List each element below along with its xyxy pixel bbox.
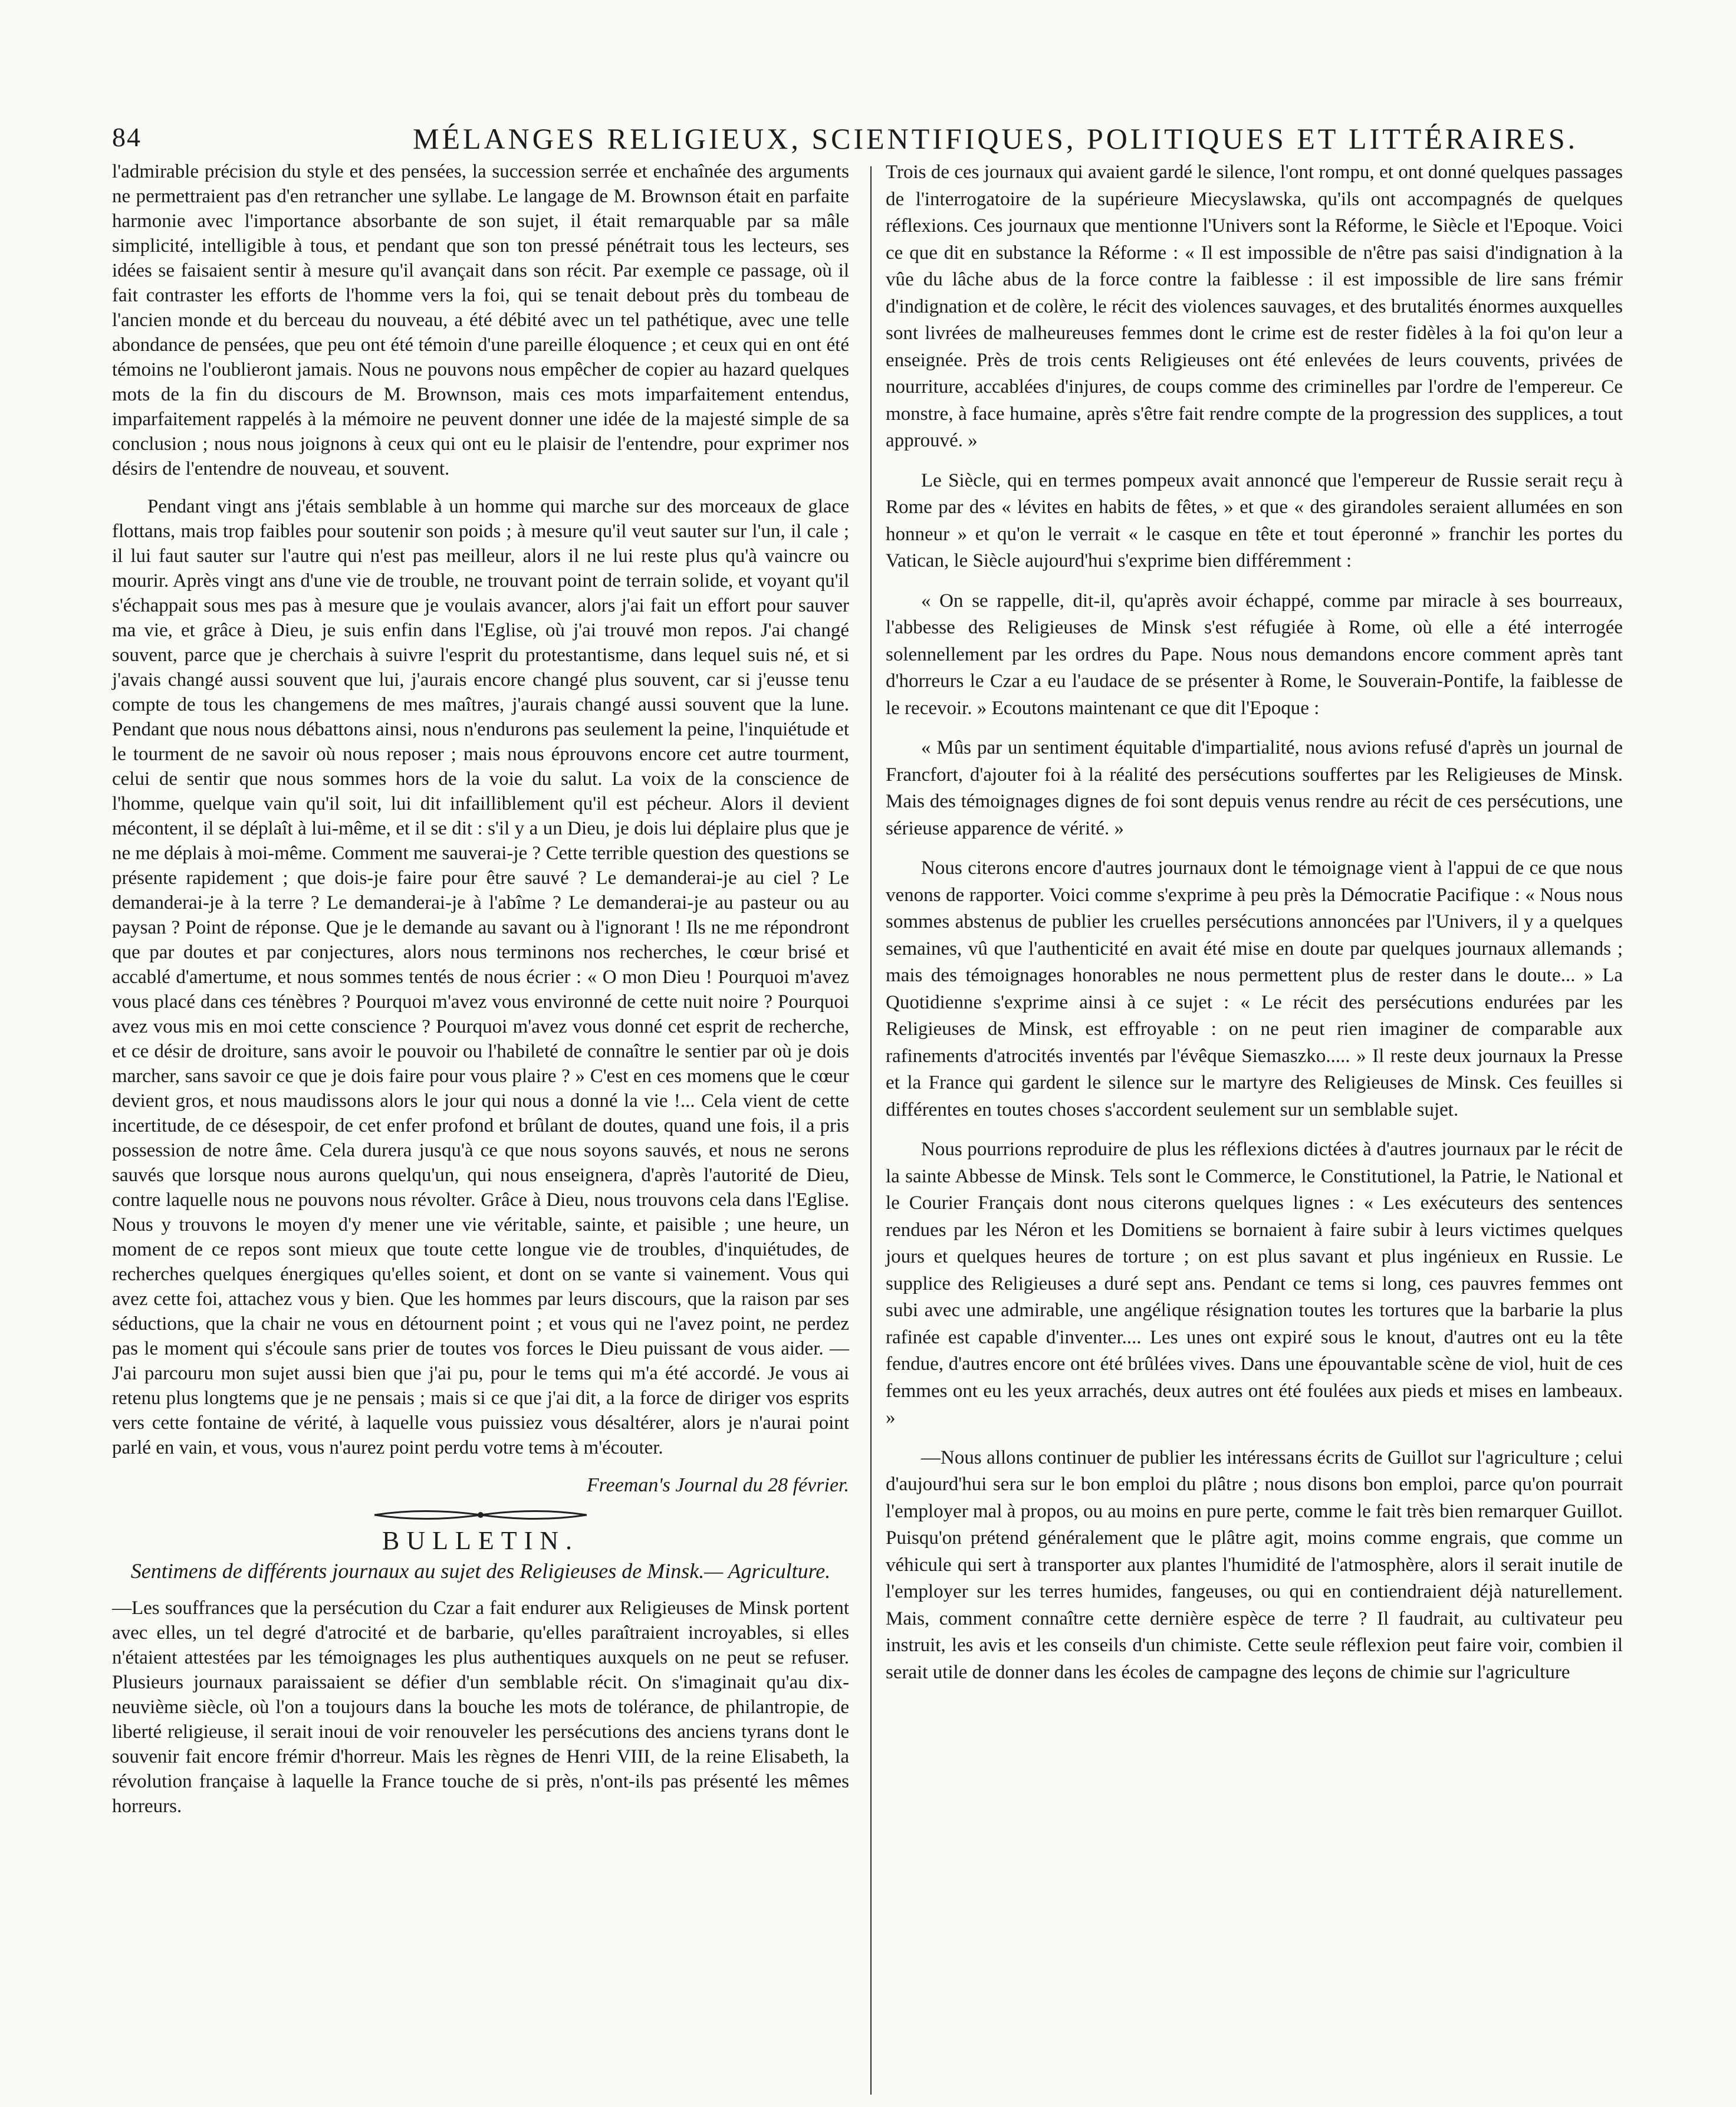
article-paragraph: « On se rappelle, dit-il, qu'après avoir échappé, comme par miracle à ses bourreaux, l'abbesse des Religieuses de Minsk s'est réfugiée à Rome, où elle a été interrogée solennellement par les ordres du Pape. Nous nous demandons encore comment après tant d'horreurs le Czar a eu l'audace de se présenter à Rome, le Souverain-Pontife, la faiblesse de le recevoir. » Ecoutons maintenant ce que dit l'Epoque : [886,590,1623,719]
right-column [886,159,1623,1699]
ornament-divider [369,1506,593,1524]
article-paragraph: —Nous allons continuer de publier les intéressans écrits de Guillot sur l'agriculture ; celui d'aujourd'hui sera sur le bon emploi du plâtre ; nous disons bon emploi, parce qu'on pourrait l'employer mal à propos, ou au moins en pure perte, comme le fait très bien remarquer Guillot. Puisqu'on prétend généralement que le plâtre agit, moins comme engrais, que comme un véhicule qui sert à transporter aux plantes l'humidité de l'atmosphère, alors il serait inutile de l'employer sur les terres humides, fangeuses, ou qui en contiendraient déjà naturellement. Mais, comment connaître cette dernière espèce de terre ? Il faudrait, au cultivateur peu instruit, les avis et les conseils d'un chimiste. Cette seule réflexion peut faire voir, combien il serait utile de donner dans les écoles de campagne des leçons de chimie sur l'agriculture [886,1447,1623,1683]
article-paragraph: Nous citerons encore d'autres journaux dont le témoignage vient à l'appui de ce que nous venons de rapporter. Voici comme s'exprime à peu près la Démocratie Pacifique : « Nous nous sommes abstenus de publier les cruelles persécutions annoncées par l'Univers, il y a quelques semaines, vû que l'authenticité en avait été mise en doute par quelques journaux allemands ; mais des témoignages honorables ne nous permettent plus de rester dans le doute... » La Quotidienne s'exprime ainsi à ce sujet : « Le récit des persécutions endurées par les Religieuses de Minsk, est effroyable : on ne peut rien imaginer de comparable aux rafinements d'atrocités inventés par l'évêque Siemaszko..... » Il reste deux journaux la Presse et la France qui gardent le silence sur le martyre des Religieuses de Minsk. Ces feuilles si différentes en toutes choses s'accordent seulement sur un semblable sujet. [886,857,1623,1120]
source-signature: Freeman's Journal du 28 février. [586,1474,849,1496]
bulletin-subtitle: Sentimens de différents journaux au sujet des Religieuses de Minsk.— Agriculture. [130,1559,831,1583]
article-paragraph: Trois de ces journaux qui avaient gardé le silence, l'ont rompu, et ont donné quelques passages de l'interrogatoire de la supérieure Miecyslawska, qu'ils ont accompagnés de quelques réflexions. Ces journaux que mentionne l'Univers sont la Réforme, le Siècle et l'Epoque. Voici ce que dit en substance la Réforme : « Il est impossible de n'être pas saisi d'indignation à la vûe du lâche abus de la force contre la faiblesse : il est impossible de lire sans frémir d'indignation et de colère, le récit des violences sauvages, et des brutalités énormes auxquelles sont livrées de malheureuses femmes dont le crime est de rester fidèles à la foi qu'on leur a enseignée. Près de trois cents Religieuses ont été enlevées de leurs couvents, privées de nourriture, accablées d'injures, de coups comme des criminelles par l'ordre de l'empereur. Ce monstre, à face humaine, après s'être fait rendre compte de la progression des supplices, a tout approuvé. » [886,162,1623,451]
article-paragraph: « Mûs par un sentiment équitable d'impartialité, nous avions refusé d'après un journal de Francfort, d'ajouter foi à la réalité des persécutions souffertes par les Religieuses de Minsk. Mais des témoignages dignes de foi sont depuis venus rendre au récit de ces persécutions, une sérieuse apparence de vérité. » [886,737,1623,839]
running-head: MÉLANGES RELIGIEUX, SCIENTIFIQUES, POLITIQUES ET LITTÉRAIRES. [413,122,1579,155]
left-column [112,159,849,1832]
bulletin-title: BULLETIN. [382,1526,580,1555]
article-paragraph: Nous pourrions reproduire de plus les réflexions dictées à d'autres journaux par le récit de la sainte Abbesse de Minsk. Tels sont le Commerce, le Constitutionel, la Patrie, le National et le Courier Français dont nous citerons quelques lignes : « Les exécuteurs des sentences rendues par les Néron et les Domitiens se bornaient à faire subir à leurs victimes quelques jours et quelques heures de torture ; on est plus savant et plus ingénieux en Russie. Le supplice des Religieuses a duré sept ans. Pendant ce tems si long, ces pauvres femmes ont subi avec une admirable, une angélique résignation toutes les tortures que la barbarie la plus rafinée est capable d'inventer.... Les unes ont expiré sous le knout, d'autres ont eu la tête fendue, d'autres encore ont été brûlées vives. Dans une épouvantable scène de viol, huit de ces femmes ont eu les yeux arrachés, deux autres ont été foulées aux pieds et mises en lambeaux. » [886,1139,1623,1428]
page-number: 84 [112,122,142,152]
column-divider [870,166,872,2095]
article-paragraph: —Les souffrances que la persécution du Czar a fait endurer aux Religieuses de Minsk portent avec elles, un tel degré d'atrocité et de barbarie, qu'elles paraîtraient incroyables, si elles n'étaient attestées par les témoignages les plus authentiques auxquels on ne peut se refuser. Plusieurs journaux paraissaient se défier d'un semblable récit. On s'imaginait qu'au dix-neuvième siècle, où l'on a toujours dans la bouche les mots de tolérance, de philantropie, de liberté religieuse, il serait inoui de voir renouveler les persécutions des anciens tyrans dont le souvenir fait encore frémir d'horreur. Mais les règnes de Henri VIII, de la reine Elisabeth, la révolution française à laquelle la France touche de si près, n'ont-ils pas présenté les mêmes horreurs. [112,1597,849,1817]
article-paragraph: Pendant vingt ans j'étais semblable à un homme qui marche sur des morceaux de glace flottans, mais trop faibles pour soutenir son poids ; à mesure qu'il veut sauter sur l'un, il cale ; il lui faut sauter sur l'autre qui n'est pas meilleur, alors il ne lui reste plus qu'à vaincre ou mourir. Après vingt ans d'une vie de trouble, ne trouvant point de terrain solide, et voyant qu'il s'échappait sous mes pas à mesure que je voulais avancer, alors j'ai fait un effort pour sauver ma vie, et grâce à Dieu, je suis enfin dans l'Eglise, où j'ai trouvé mon repos. J'ai changé souvent, parce que je cherchais à suivre l'esprit du protestantisme, dans lequel suis né, et si j'avais changé aussi souvent que lui, j'aurais encore changé plus souvent, car si j'eusse tenu compte de tous les changemens de mes maîtres, j'aurais changé aussi souvent que la lune. Pendant que nous nous débattons ainsi, nous n'endurons pas seulement la peine, l'inquiétude et le tourment de ne savoir où nous reposer ; mais nous éprouvons encore cet autre tourment, celui de sentir que nous sommes hors de la voie du salut. La voix de la conscience de l'homme, quelque vain qu'il soit, lui dit infailliblement qu'il est pécheur. Alors il devient mécontent, il se déplaît à lui-même, et il se dit : s'il y a un Dieu, je dois lui déplaire plus que je ne me déplais à moi-même. Comment me sauverai-je ? Cette terrible question des questions se présente rapidement ; que dois-je faire pour être sauvé ? Le demanderai-je au ciel ? Le demanderai-je à la terre ? Le demanderai-je à l'abîme ? Le demanderai-je au pasteur ou au paysan ? Point de réponse. Que je le demande au savant ou à l'ignorant ! Ils ne me répondront que par doutes et par conjectures, alors nous terminons nos recherches, le cœur brisé et accablé d'amertume, et nous sommes tentés de nous écrier : « O mon Dieu ! Pourquoi m'avez vous placé dans ces ténèbres ? Pourquoi m'avez vous environné de cette nuit noire ? Pourquoi avez vous mis en moi cette conscience ? Pourquoi m'avez vous donné cet esprit de recherche, et ce désir de droiture, sans avoir le pouvoir ou l'habileté de connaître le sentier par où je dois marcher, sans savoir ce que je dois faire pour vous plaire ? » C'est en ces momens que le cœur devient gros, et nous maudissons alors le jour qui nous a donné la vie !... Cela vient de cette incertitude, de ce désespoir, de cet enfer profond et brûlant de doutes, quand une fois, il a pris possession de notre âme. Cela durera jusqu'à ce que nous soyons sauvés, et nous ne serons sauvés que lorsque nous aurons quelqu'un, qui nous enseignera, d'après l'autorité de Dieu, contre laquelle nous ne pouvons nous révolter. Grâce à Dieu, nous trouvons cela dans l'Eglise. Nous y trouvons le moyen d'y mener une vie véritable, sainte, et paisible ; une heure, un moment de ce repos sont mieux que toute cette longue vie de troubles, d'inquiétudes, de recherches quelques énergiques qu'elles soient, et dont on se vante si vainement. Vous qui avez cette foi, attachez vous y bien. Que les hommes par leurs discours, que la raison par ses séductions, que la chair ne vous en détournent point ; et vous qui ne l'avez point, ne perdez pas le moment qui s'écoule sans prier de toutes vos forces le Dieu puissant de vous aider. — J'ai parcouru mon sujet aussi bien que j'ai pu, pour le tems qui m'a été accordé. Je vous ai retenu plus longtems que je ne pensais ; mais si ce que j'ai dit, a la force de diriger vos esprits vers cette fontaine de vérité, à laquelle vous puissiez vous désaltérer, alors je n'aurai point parlé en vain, et vous, vous n'aurez point perdu votre tems à m'écouter. [112,496,849,1458]
article-paragraph: Le Siècle, qui en termes pompeux avait annoncé que l'empereur de Russie serait reçu à Rome par des « lévites en habits de fêtes, » et que « des girandoles seraient allumées en son honneur » et qu'on le verrait « le casque en tête et tout éperonné » franchir les portes du Vatican, le Siècle aujourd'hui s'exprime bien différemment : [886,469,1623,571]
page-header [112,117,1622,158]
article-paragraph: l'admirable précision du style et des pensées, la succession serrée et enchaînée des arguments ne permettraient pas d'en retrancher une syllabe. Le langage de M. Brownson était en parfaite harmonie avec l'importance absorbante de son sujet, il était remarquable par sa mâle simplicité, intelligible à tous, et pendant que son ton pressé pénétrait tous les lecteurs, ses idées se faisaient sentir à mesure qu'il avançait dans son récit. Par exemple ce passage, où il fait contraster les efforts de l'homme vers la foi, qui se tenait debout près du tombeau de l'ancien monde et du berceau du nouveau, a été débité avec un tel pathétique, avec une telle abondance de pensées, que peu ont été témoin d'une pareille éloquence ; et ceux qui en ont été témoins ne l'oublieront jamais. Nous ne pouvons nous empêcher de copier au hazard quelques mots de la fin du discours de M. Brownson, mais ces mots imparfaitement entendus, imparfaitement rappelés à la mémoire ne peuvent donner une idée de la majesté simple de sa conclusion ; nous nous joignons à ceux qui ont eu le plaisir de l'entendre, pour exprimer nos désirs de l'entendre de nouveau, et souvent. [112,161,849,479]
